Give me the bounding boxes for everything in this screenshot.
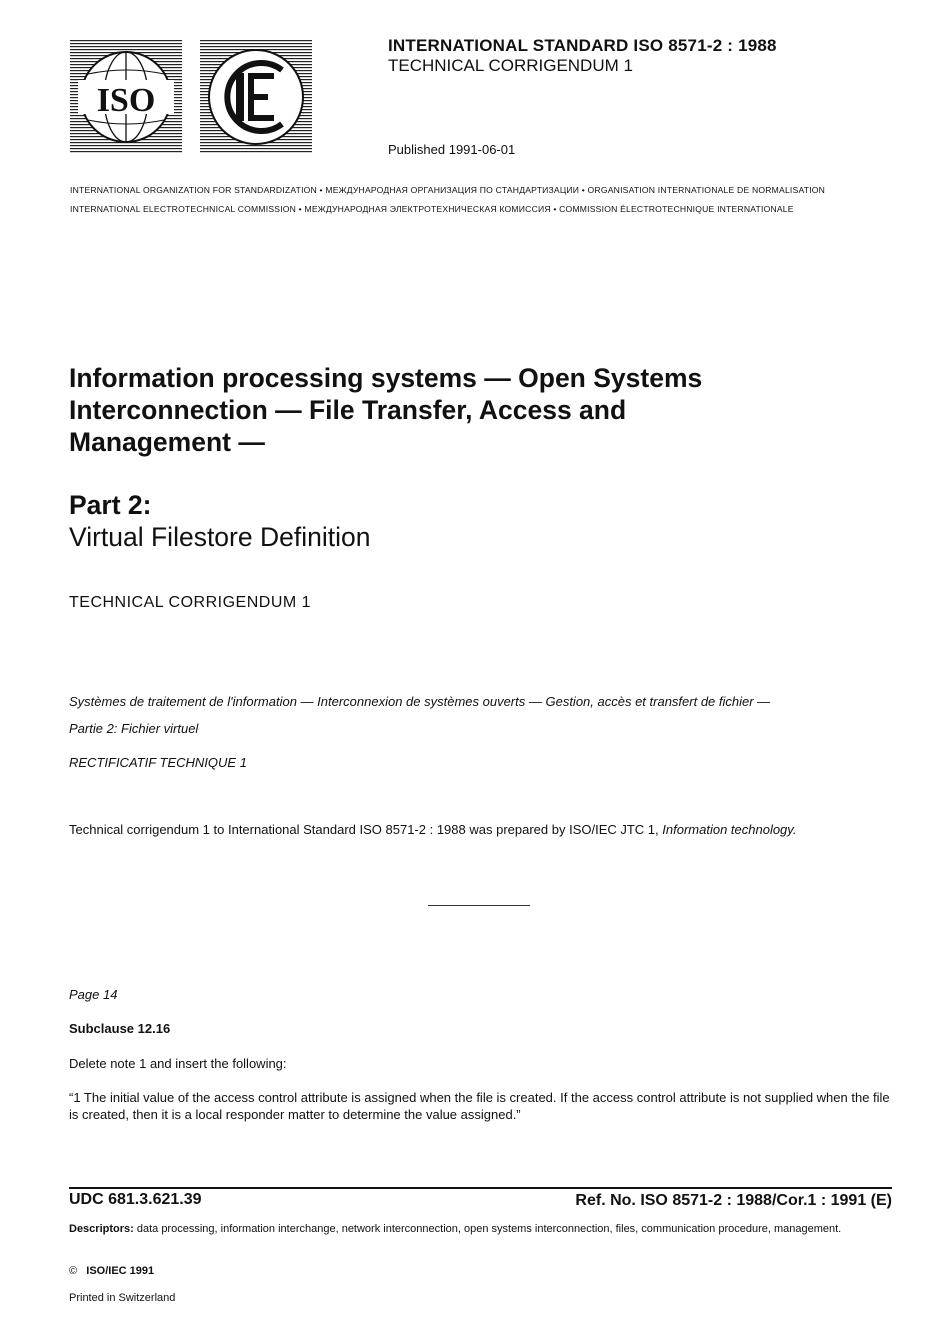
document-title (69, 362, 829, 458)
replacement-note: “1 The initial value of the access control attribute is assigned when the file is created. If the access control attribute is not supplied when the file is created, then it is a local responder matter to determine the value assigned.” (69, 1090, 890, 1122)
subclause-reference: Subclause 12.16 (69, 1021, 171, 1036)
standard-number: INTERNATIONAL STANDARD ISO 8571-2 : 1988 (388, 36, 777, 55)
committee-name: Information technology. (662, 822, 797, 837)
part-name: Virtual Filestore Definition (69, 522, 371, 552)
iso-organization-line: INTERNATIONAL ORGANIZATION FOR STANDARDIZATION • МЕЖДУНАРОДНАЯ ОРГАНИЗАЦИЯ ПО СТАНДАРТИЗАЦИИ • ORGANISATION INTERNATIONALE DE NORMALISATION (70, 185, 826, 195)
french-rectificatif: RECTIFICATIF TECHNIQUE 1 (69, 755, 247, 770)
copyright-symbol: © (69, 1265, 78, 1277)
copyright (69, 1265, 154, 1277)
preparation-statement (69, 822, 796, 837)
reference-number: Ref. No. ISO 8571-2 : 1988/Cor.1 : 1991 (E) (575, 1192, 892, 1209)
iso-logo (70, 40, 182, 154)
corrigendum-label: TECHNICAL CORRIGENDUM 1 (388, 56, 633, 75)
printed-location: Printed in Switzerland (69, 1292, 176, 1304)
technical-corrigendum-heading: TECHNICAL CORRIGENDUM 1 (69, 594, 312, 611)
descriptors (69, 1221, 889, 1238)
published-date: Published 1991-06-01 (388, 142, 516, 157)
iso-logo-text: ISO (96, 82, 156, 119)
descriptors-label: Descriptors: (69, 1223, 134, 1235)
copyright-holder: ISO/IEC 1991 (86, 1265, 155, 1277)
french-part: Partie 2: Fichier virtuel (69, 721, 199, 736)
udc-code: UDC 681.3.621.39 (69, 1191, 202, 1208)
iec-organization-line: INTERNATIONAL ELECTROTECHNICAL COMMISSION • МЕЖДУНАРОДНАЯ ЭЛЕКТРОТЕХНИЧЕСКАЯ КОМИССИЯ • COMMISSION ÉLECTROTECHNIQUE INTERNATIONALE (70, 204, 794, 214)
preparation-text: Technical corrigendum 1 to International Standard ISO 8571-2 : 1988 was prepared by ISO/IEC JTC 1, (69, 822, 663, 837)
instruction-text: Delete note 1 and insert the following: (69, 1056, 287, 1071)
page-reference: Page 14 (69, 987, 118, 1002)
title-line-2: Interconnection — File Transfer, Access and (69, 395, 627, 425)
title-line-1: Information processing systems — Open Systems (69, 363, 703, 393)
iec-logo (200, 40, 312, 154)
title-line-3: Management — (69, 427, 265, 457)
footer-rule (69, 1187, 892, 1189)
descriptors-text: data processing, information interchange, network interconnection, open systems interconnection, files, communication procedure, management. (133, 1223, 842, 1235)
french-title: Systèmes de traitement de l'information — Interconnexion de systèmes ouverts — Gestion, accès et transfert de fichier — (69, 694, 771, 709)
part-label: Part 2: (69, 490, 152, 520)
section-divider (428, 905, 530, 906)
